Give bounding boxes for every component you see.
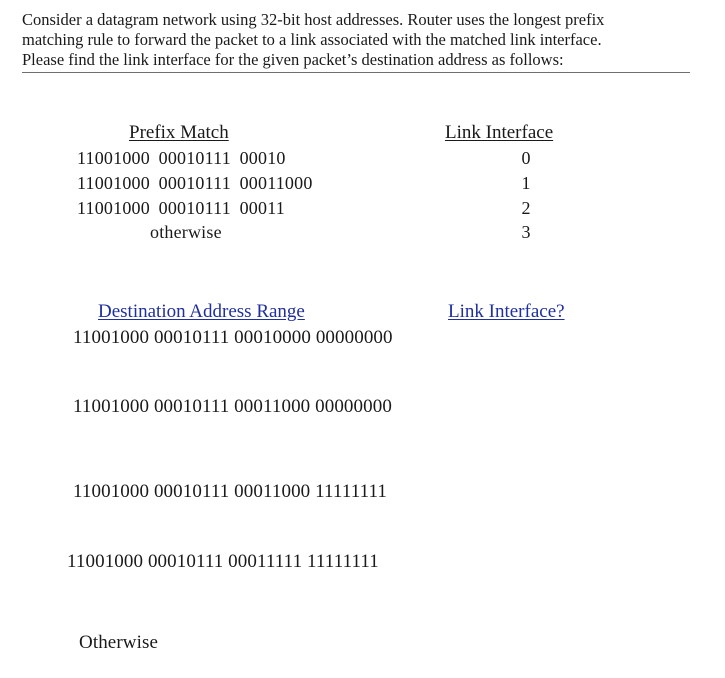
interface-value-1: 1 (521, 173, 531, 193)
intro-paragraph (22, 10, 690, 73)
destination-range-header: Destination Address Range (98, 301, 305, 322)
destination-otherwise: Otherwise (79, 632, 158, 653)
destination-address-1: 11001000 00010111 00010000 00000000 (73, 327, 393, 348)
prefix-row-otherwise: otherwise (150, 222, 222, 242)
destination-address-3: 11001000 00010111 00011000 11111111 (73, 481, 387, 502)
destination-address-2: 11001000 00010111 00011000 00000000 (73, 396, 392, 417)
destination-address-4: 11001000 00010111 00011111 11111111 (67, 551, 379, 572)
link-interface-header: Link Interface (445, 122, 554, 143)
link-interface-question-header: Link Interface? (448, 301, 565, 322)
intro-line-3: Please find the link interface for the given packet’s destination address as follows: (22, 50, 564, 69)
prefix-row-1: 11001000 00010111 00011000 (77, 173, 313, 193)
interface-value-0: 0 (521, 148, 531, 168)
intro-line-1: Consider a datagram network using 32-bit host addresses. Router uses the longest prefix (22, 10, 605, 29)
interface-value-3: 3 (521, 222, 531, 242)
prefix-match-header: Prefix Match (129, 122, 229, 143)
prefix-row-2: 11001000 00010111 00011 (77, 198, 285, 218)
interface-value-2: 2 (521, 198, 531, 218)
intro-line-2: matching rule to forward the packet to a link associated with the matched link interface. (22, 30, 602, 49)
prefix-row-0: 11001000 00010111 00010 (77, 148, 286, 168)
